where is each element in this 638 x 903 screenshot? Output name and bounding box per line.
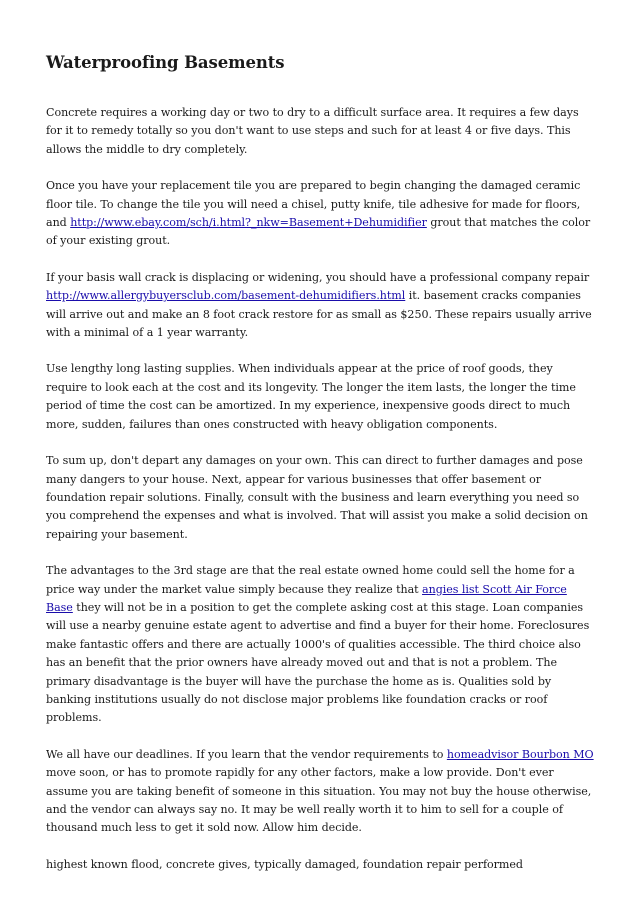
paragraph-text: they will not be in a position to get the complete asking cost at this stage. Loan companies will use a nearby genuine estate agent to advertise and find a buyer for their home. Foreclosures make fantastic offers and there are actually 1000's of qualities accessible. The third choice also has an benefit that the prior owners have already moved out and that is not a problem. The primary disadvantage is the buyer will have the purchase the home as is. Qualities sold by banking institutions usually do not disclose major problems like foundation cracks or roof problems.: [46, 600, 590, 725]
paragraph-text: it. basement cracks companies will arrive out and make an 8 foot crack restore for as small as $250. These repairs usually arrive with a minimal of a 1 year warranty.: [46, 289, 592, 340]
paragraph-2: [46, 177, 594, 251]
allergybuyersclub-link[interactable]: http://www.allergybuyersclub.com/basement-dehumidifiers.html: [46, 289, 406, 303]
homeadvisor-link[interactable]: homeadvisor Bourbon MO: [446, 747, 594, 761]
ebay-dehumidifier-link[interactable]: http://www.ebay.com/sch/i.html?_nkw=Basement+Dehumidifier: [70, 216, 427, 230]
paragraph-text: move soon, or has to promote rapidly for any other factors, make a low provide. Don't ever assume you are taking benefit of someone in this situation. You may not buy the house otherwise, and the vendor can always say no. It may be well really worth it to him to sell for a couple of thousand much less to get it sold now. Allow him decide.: [46, 766, 592, 835]
paragraph-5: [46, 452, 594, 544]
paragraph-text: Use lengthy long lasting supplies. When individuals appear at the price of roof goods, they require to look each at the cost and its longevity. The longer the item lasts, the longer the time period of time the cost can be amortized. In my experience, inexpensive goods direct to much more, sudden, failures than ones constructed with heavy obligation components.: [46, 362, 576, 431]
paragraph-text: highest known flood, concrete gives, typically damaged, foundation repair performed: [46, 857, 523, 871]
paragraph-4: [46, 360, 594, 434]
document-page: [46, 46, 594, 892]
paragraph-text: grout that matches the color of your existing grout.: [46, 216, 591, 248]
paragraph-text: Concrete requires a working day or two to dry to a difficult surface area. It requires a few days for it to remedy totally so you don't want to use steps and such for at least 4 or five days. This allows the middle to dry completely.: [46, 106, 579, 156]
paragraph-6: [46, 562, 594, 728]
paragraph-3: [46, 269, 594, 343]
paragraph-text: If your basis wall crack is displacing or widening, you should have a professional company repair: [46, 270, 590, 284]
page-title: Waterproofing Basements: [46, 53, 285, 72]
paragraph-text: Once you have your replacement tile you are prepared to begin changing the damaged ceramic floor tile. To change the tile you will need a chisel, putty knife, tile adhesive for made for floors, and: [46, 179, 581, 230]
paragraph-7: [46, 746, 594, 838]
paragraph-8: [46, 856, 594, 874]
paragraph-text: To sum up, don't depart any damages on your own. This can direct to further damages and pose many dangers to your house. Next, appear for various businesses that offer basement or foundation repair solutions. Finally, consult with the business and learn everything you need so you comprehend the expenses and what is involved. That will assist you make a solid decision on repairing your basement.: [46, 454, 588, 541]
angies-list-link[interactable]: angies list Scott Air Force Base: [46, 582, 567, 614]
paragraph-text: We all have our deadlines. If you learn that the vendor requirements to: [46, 747, 447, 761]
paragraph-text: The advantages to the 3rd stage are that the real estate owned home could sell the home for a price way under the market value simply because they realize that: [46, 564, 575, 596]
paragraph-1: [46, 104, 594, 159]
